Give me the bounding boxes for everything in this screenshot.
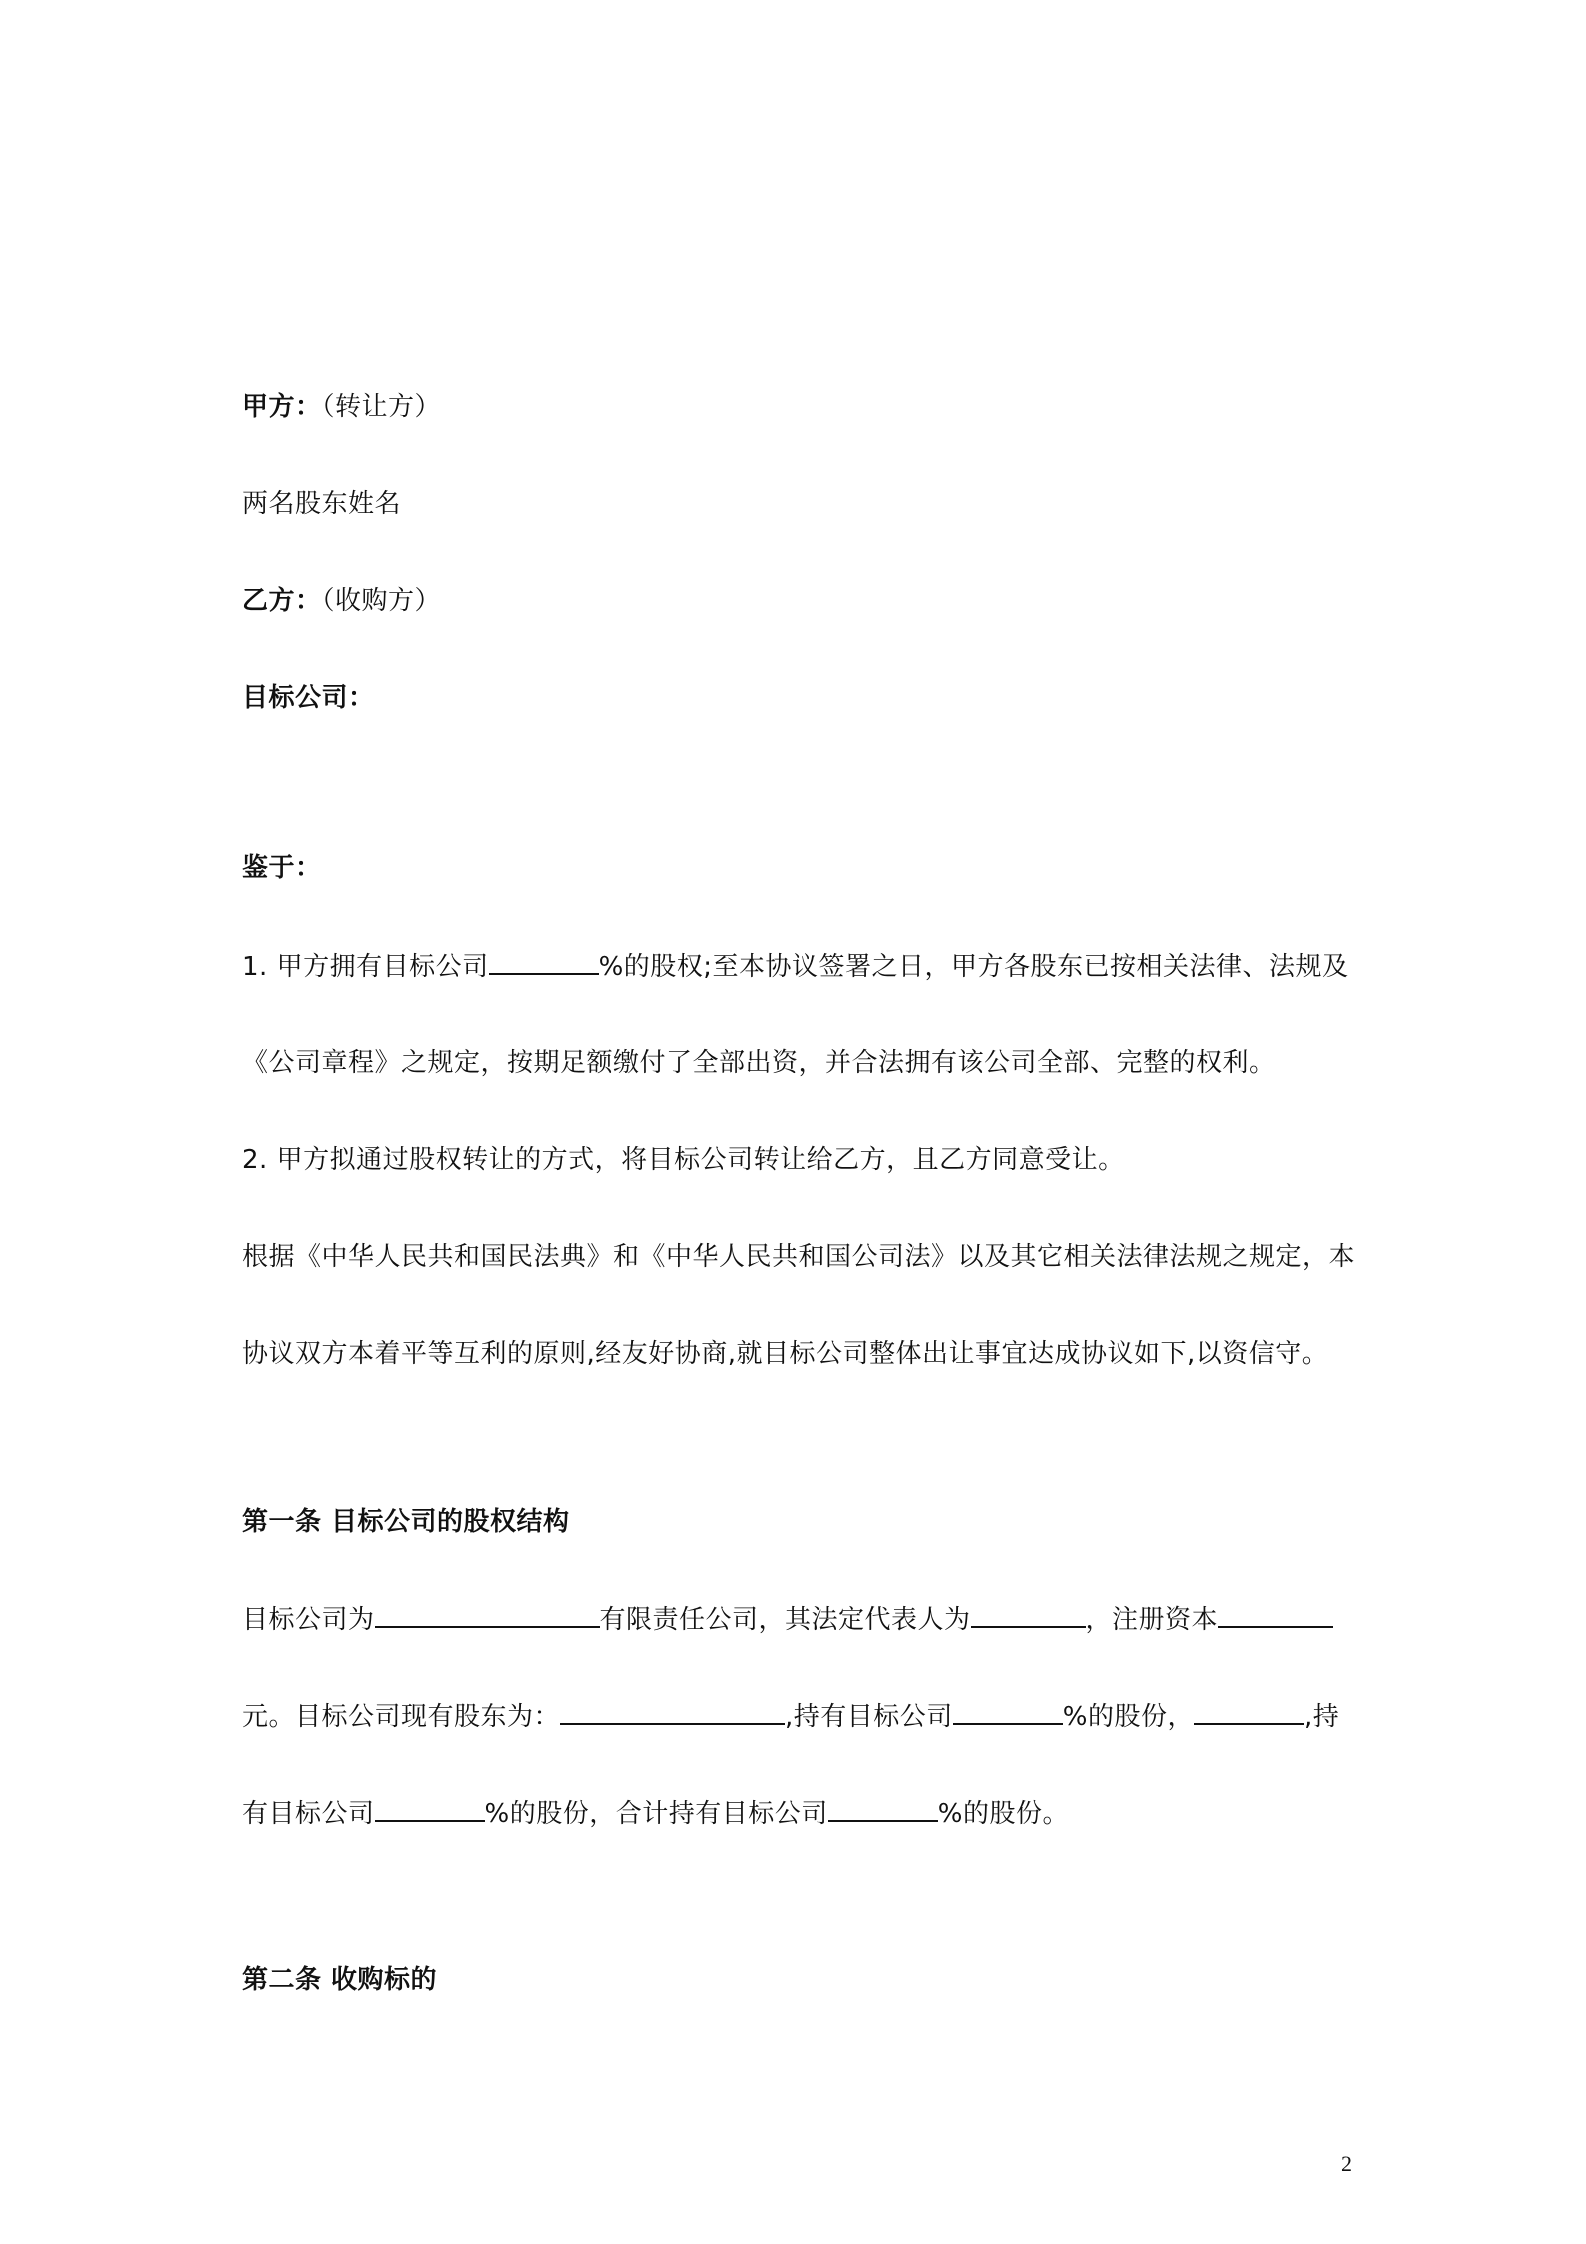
basis-line2: 协议双方本着平等互利的原则,经友好协商,就目标公司整体出让事宜达成协议如下,以资信守。 [242,1339,1329,1369]
article1-text-d: 元。目标公司现有股东为： [242,1702,561,1732]
article1-text-b: 有限责任公司，其法定代表人为 [599,1605,971,1635]
article1-text-g: ,持 [1304,1702,1340,1732]
article1-text-c: ，注册资本 [1085,1605,1219,1635]
share-percent-blank [953,1699,1063,1725]
basis-line1: 根据《中华人民共和国民法典》和《中华人民共和国公司法》以及其它相关法律法规之规定，本 [242,1242,1356,1272]
clause1-line1 [242,949,1349,984]
article1-text-a: 目标公司为 [242,1605,375,1635]
party-a-line [242,390,441,424]
party-b-line [242,584,441,618]
party-b-role: （收购方） [321,586,442,616]
article1-text-h: 有目标公司 [242,1799,375,1829]
article1-line1 [242,1602,1333,1637]
equity-percent-blank [489,949,599,975]
target-company-label: 目标公司： [242,683,375,713]
total-share-percent-blank [828,1796,938,1822]
company-name-blank [375,1602,600,1628]
second-share-percent-blank [375,1796,485,1822]
party-a-label: 甲方： [242,392,322,422]
second-shareholder-blank [1194,1699,1304,1725]
shareholder-blank [560,1699,785,1725]
registered-capital-blank [1218,1602,1333,1628]
clause2-line: 2. 甲方拟通过股权转让的方式，将目标公司转让给乙方，且乙方同意受让。 [242,1145,1125,1175]
clause1-text-b: %的股权;至本协议签署之日，甲方各股东已按相关法律、法规及 [598,952,1349,982]
article1-text-j: %的股份。 [937,1799,1069,1829]
whereas-label: 鉴于： [242,853,322,883]
article1-text-e: ,持有目标公司 [785,1702,953,1732]
shareholder-names-line: 两名股东姓名 [242,489,402,519]
party-b-label: 乙方： [242,586,322,616]
article1-line2 [242,1699,1339,1734]
article2-title: 第二条 收购标的 [242,1965,438,1995]
clause1-text-a: 1. 甲方拥有目标公司 [242,952,489,982]
page-number: 2 [1341,2151,1352,2176]
article1-text-i: %的股份，合计持有目标公司 [484,1799,828,1829]
legal-rep-blank [971,1602,1086,1628]
party-a-role: （转让方） [321,392,442,422]
article1-title: 第一条 目标公司的股权结构 [242,1507,570,1537]
article1-text-f: %的股份， [1062,1702,1194,1732]
article1-line3 [242,1796,1069,1831]
clause1-line2: 《公司章程》之规定，按期足额缴付了全部出资，并合法拥有该公司全部、完整的权利。 [242,1048,1276,1078]
